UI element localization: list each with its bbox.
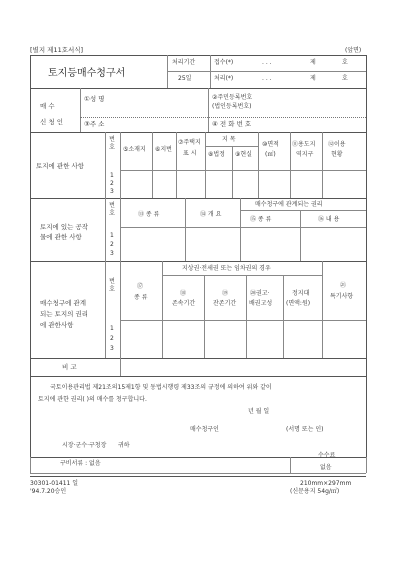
recipient-honorific: 귀하 (118, 442, 130, 449)
lease-area-header-2: (면액:원) (286, 300, 311, 307)
land-row-no: 1 (110, 172, 114, 179)
footer-form-code: 30301-01411 일 (30, 480, 79, 487)
land-zone-header-2: 역지구 (296, 151, 314, 158)
land-location-header: ⑤소재지 (123, 146, 146, 153)
receipt-label: 접수(*) (214, 59, 234, 66)
land-mark-header-2: 표 시 (183, 150, 197, 157)
remarks-label: 비 고 (62, 363, 77, 371)
rights-row-no: 2 (110, 335, 114, 342)
form-number: [별지 제11호서식] (30, 46, 84, 54)
rights-no-header: 번 호 (109, 278, 115, 293)
rights-title-header: 매수청구에 관계되는 권리 (255, 201, 323, 208)
applicant-group-label-2: 신 청 인 (40, 118, 63, 126)
attachments-label: 구비서류 : 없음 (60, 460, 101, 467)
corp-no-label: (법인등록번호) (212, 103, 252, 110)
rent-num: ⑳권고· (250, 290, 270, 297)
process-date-mark: . . . (262, 75, 272, 82)
statement-date: 년 월 일 (248, 408, 270, 415)
rights-content-header: ⑯ 내 용 (318, 216, 340, 223)
rights-kind-header: ⑮ 종 류 (250, 216, 272, 223)
statement-line-2: 토지에 관한 권리( )의 매수를 청구합니다. (38, 396, 147, 403)
fee-label: 수수료 (318, 452, 336, 459)
rights-kind-num: ⑰ (137, 283, 144, 290)
term-header: 존속기간 (172, 300, 196, 307)
land-lot-header: ⑥지번 (155, 146, 172, 153)
land-category-legal-header: ⑧법정 (208, 151, 225, 158)
process-label: 처리(*) (214, 75, 234, 82)
statement-line-1: 국토이용관리법 제21조의15제1항 및 동법시행령 제33조의 규정에 의하여 위와 같이 (50, 384, 272, 391)
rights-row-no: 3 (110, 345, 114, 352)
land-row-no: 2 (110, 180, 114, 187)
special-header: 특기사항 (330, 293, 354, 300)
page-side-label: (앞면) (345, 47, 362, 54)
processing-period-value: 25일 (178, 75, 192, 82)
object-section-label-2: 물에 관한 사항 (40, 233, 82, 241)
land-zone-header-1: ⑪용도지 (292, 141, 316, 148)
processing-period-label: 처리기간 (172, 59, 196, 66)
applicant-group-label-1: 매 수 (40, 102, 55, 110)
land-use-header-2: 현황 (331, 151, 343, 158)
applicant-signature-label: 매수청구인 (190, 426, 219, 433)
object-row-no: 1 (110, 232, 114, 239)
remain-num: ⑲ (222, 290, 229, 297)
land-category-actual-header: ⑨현실 (235, 151, 252, 158)
rights-kind-header: 종 류 (134, 294, 148, 301)
resident-no-label: ②주민등록번호 (212, 94, 253, 101)
special-num: ㉑ (340, 282, 347, 289)
recipient-label: 시장·군수·구청장 (62, 442, 107, 449)
rights-row-no: 1 (110, 325, 114, 332)
lease-title-header: 지상권·전세권 또는 임차권의 경우 (182, 265, 271, 272)
object-row-no: 3 (110, 250, 114, 257)
term-num: ⑱ (180, 290, 187, 297)
address-label: ③주 소 (84, 120, 105, 128)
process-no-label: 제 (310, 75, 316, 82)
land-row-no: 3 (110, 188, 114, 195)
rent-header: 배권고성 (249, 300, 273, 307)
receipt-no-label: 제 (310, 59, 316, 66)
land-mark-header-1: ⑦주택지 (178, 139, 201, 146)
rights-section-label-1: 매수청구에 관계 (40, 299, 87, 307)
rights-section-label-2: 되는 토지의 권리 (40, 310, 89, 318)
object-no-header: 번 호 (109, 202, 115, 217)
object-section-label-1: 토지에 있는 공작 (40, 223, 89, 231)
process-ho-label: 호 (342, 75, 348, 82)
land-area-header: ⑩면적 (262, 141, 279, 148)
land-section-label: 토지에 관한 사항 (36, 162, 85, 170)
footer-approval: '94.7.20승인 (30, 488, 67, 495)
object-summary-header: ⑭ 개 요 (200, 211, 222, 218)
object-kind-header: ⑬ 종 류 (138, 211, 160, 218)
signature-or-seal: (서명 또는 인) (286, 426, 324, 433)
receipt-ho-label: 호 (342, 59, 348, 66)
fee-value: 없음 (320, 464, 332, 471)
rights-section-label-3: 에 관한사항 (40, 321, 74, 329)
land-use-header-1: ⑫이용 (328, 141, 346, 148)
receipt-date-mark: . . . (262, 59, 272, 66)
remain-header: 잔존기간 (213, 300, 237, 307)
land-no-header: 번 호 (109, 136, 115, 151)
footer-paper-type: (신문용지 54g/㎡) (290, 488, 340, 495)
lease-area-header-1: 정지대 (292, 290, 310, 297)
name-label: ①성 명 (84, 95, 105, 103)
land-category-header: 지 목 (222, 136, 236, 143)
land-area-unit: (㎡) (265, 151, 276, 158)
document-title: 토지등매수청구서 (48, 68, 126, 79)
object-row-no: 2 (110, 241, 114, 248)
phone-label: ④ 전 화 번 호 (212, 120, 252, 128)
footer-paper-size: 210mm×297mm (300, 480, 352, 487)
